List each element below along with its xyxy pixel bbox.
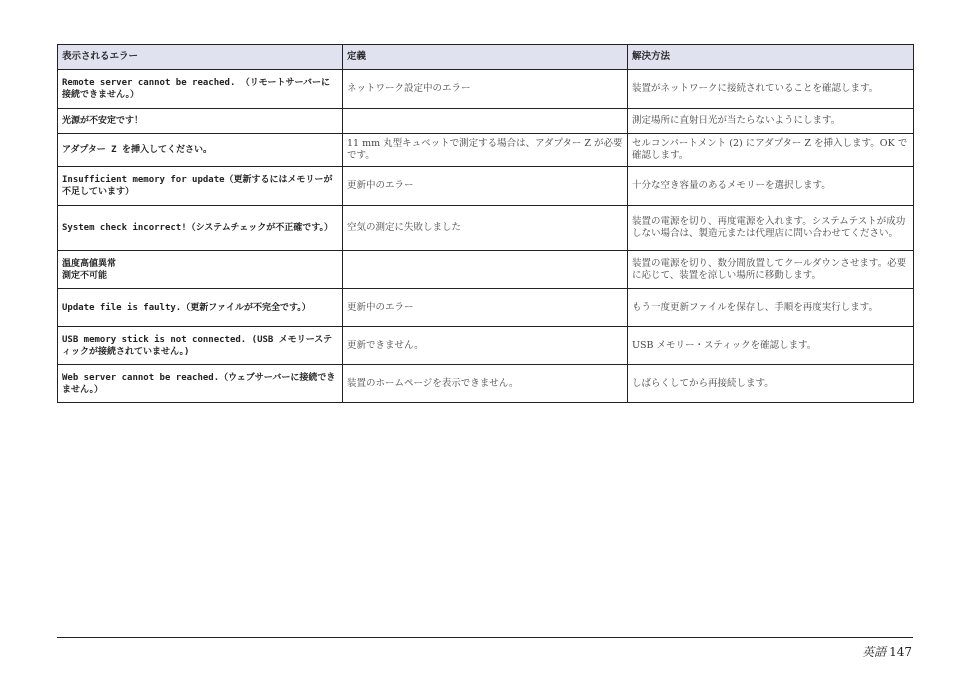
error-cell: Web server cannot be reached.（ウェブサーバーに接続できません。）: [58, 365, 343, 403]
table-row: [58, 289, 914, 327]
solution-cell: 十分な空き容量のあるメモリーを選択します。: [628, 167, 914, 206]
table-row: [58, 109, 914, 134]
error-cell: System check incorrect!（システムチェックが不正確です。）: [58, 206, 343, 251]
definition-cell: 更新できません。: [343, 327, 628, 365]
error-cell: 温度高値異常 測定不可能: [58, 251, 343, 289]
table-row: [58, 206, 914, 251]
solution-cell: しばらくしてから再接続します。: [628, 365, 914, 403]
definition-cell: 装置のホームページを表示できません。: [343, 365, 628, 403]
definition-cell: [343, 251, 628, 289]
error-cell: アダプター Z を挿入してください。: [58, 134, 343, 167]
table-row: [58, 327, 914, 365]
header-definition: 定義: [343, 45, 628, 70]
solution-cell: 装置の電源を切り、再度電源を入れます。システムテストが成功しない場合は、製造元または代理店に問い合わせてください。: [628, 206, 914, 251]
table-row: [58, 70, 914, 109]
footer-divider: [57, 637, 913, 638]
error-cell: Remote server cannot be reached. （リモートサーバーに接続できません。）: [58, 70, 343, 109]
table-row: [58, 251, 914, 289]
solution-cell: 装置の電源を切り、数分間放置してクールダウンさせます。必要に応じて、装置を涼しい場所に移動します。: [628, 251, 914, 289]
error-table: [57, 44, 914, 403]
table-row: [58, 167, 914, 206]
table-row: [58, 134, 914, 167]
definition-cell: 更新中のエラー: [343, 289, 628, 327]
page-number: 147: [889, 645, 912, 659]
error-cell: 光源が不安定です！: [58, 109, 343, 134]
header-error: 表示されるエラー: [58, 45, 343, 70]
error-cell: Update file is faulty.（更新ファイルが不完全です。）: [58, 289, 343, 327]
error-cell: Insufficient memory for update（更新するにはメモリーが不足しています）: [58, 167, 343, 206]
error-cell: USB memory stick is not connected. (USB メモリースティックが接続されていません。): [58, 327, 343, 365]
table-row: [58, 365, 914, 403]
solution-cell: セルコンパートメント (2) にアダプター Z を挿入します。OK で確認します。: [628, 134, 914, 167]
footer-language: 英語: [862, 645, 887, 659]
definition-cell: [343, 109, 628, 134]
solution-cell: USB メモリー・スティックを確認します。: [628, 327, 914, 365]
definition-cell: ネットワーク設定中のエラー: [343, 70, 628, 109]
solution-cell: 測定場所に直射日光が当たらないようにします。: [628, 109, 914, 134]
table-header-row: [58, 45, 914, 70]
definition-cell: 11 mm 丸型キュベットで測定する場合は、アダプター Z が必要です。: [343, 134, 628, 167]
definition-cell: 空気の測定に失敗しました: [343, 206, 628, 251]
solution-cell: もう一度更新ファイルを保存し、手順を再度実行します。: [628, 289, 914, 327]
solution-cell: 装置がネットワークに接続されていることを確認します。: [628, 70, 914, 109]
header-solution: 解決方法: [628, 45, 914, 70]
page-footer: [862, 643, 912, 660]
definition-cell: 更新中のエラー: [343, 167, 628, 206]
